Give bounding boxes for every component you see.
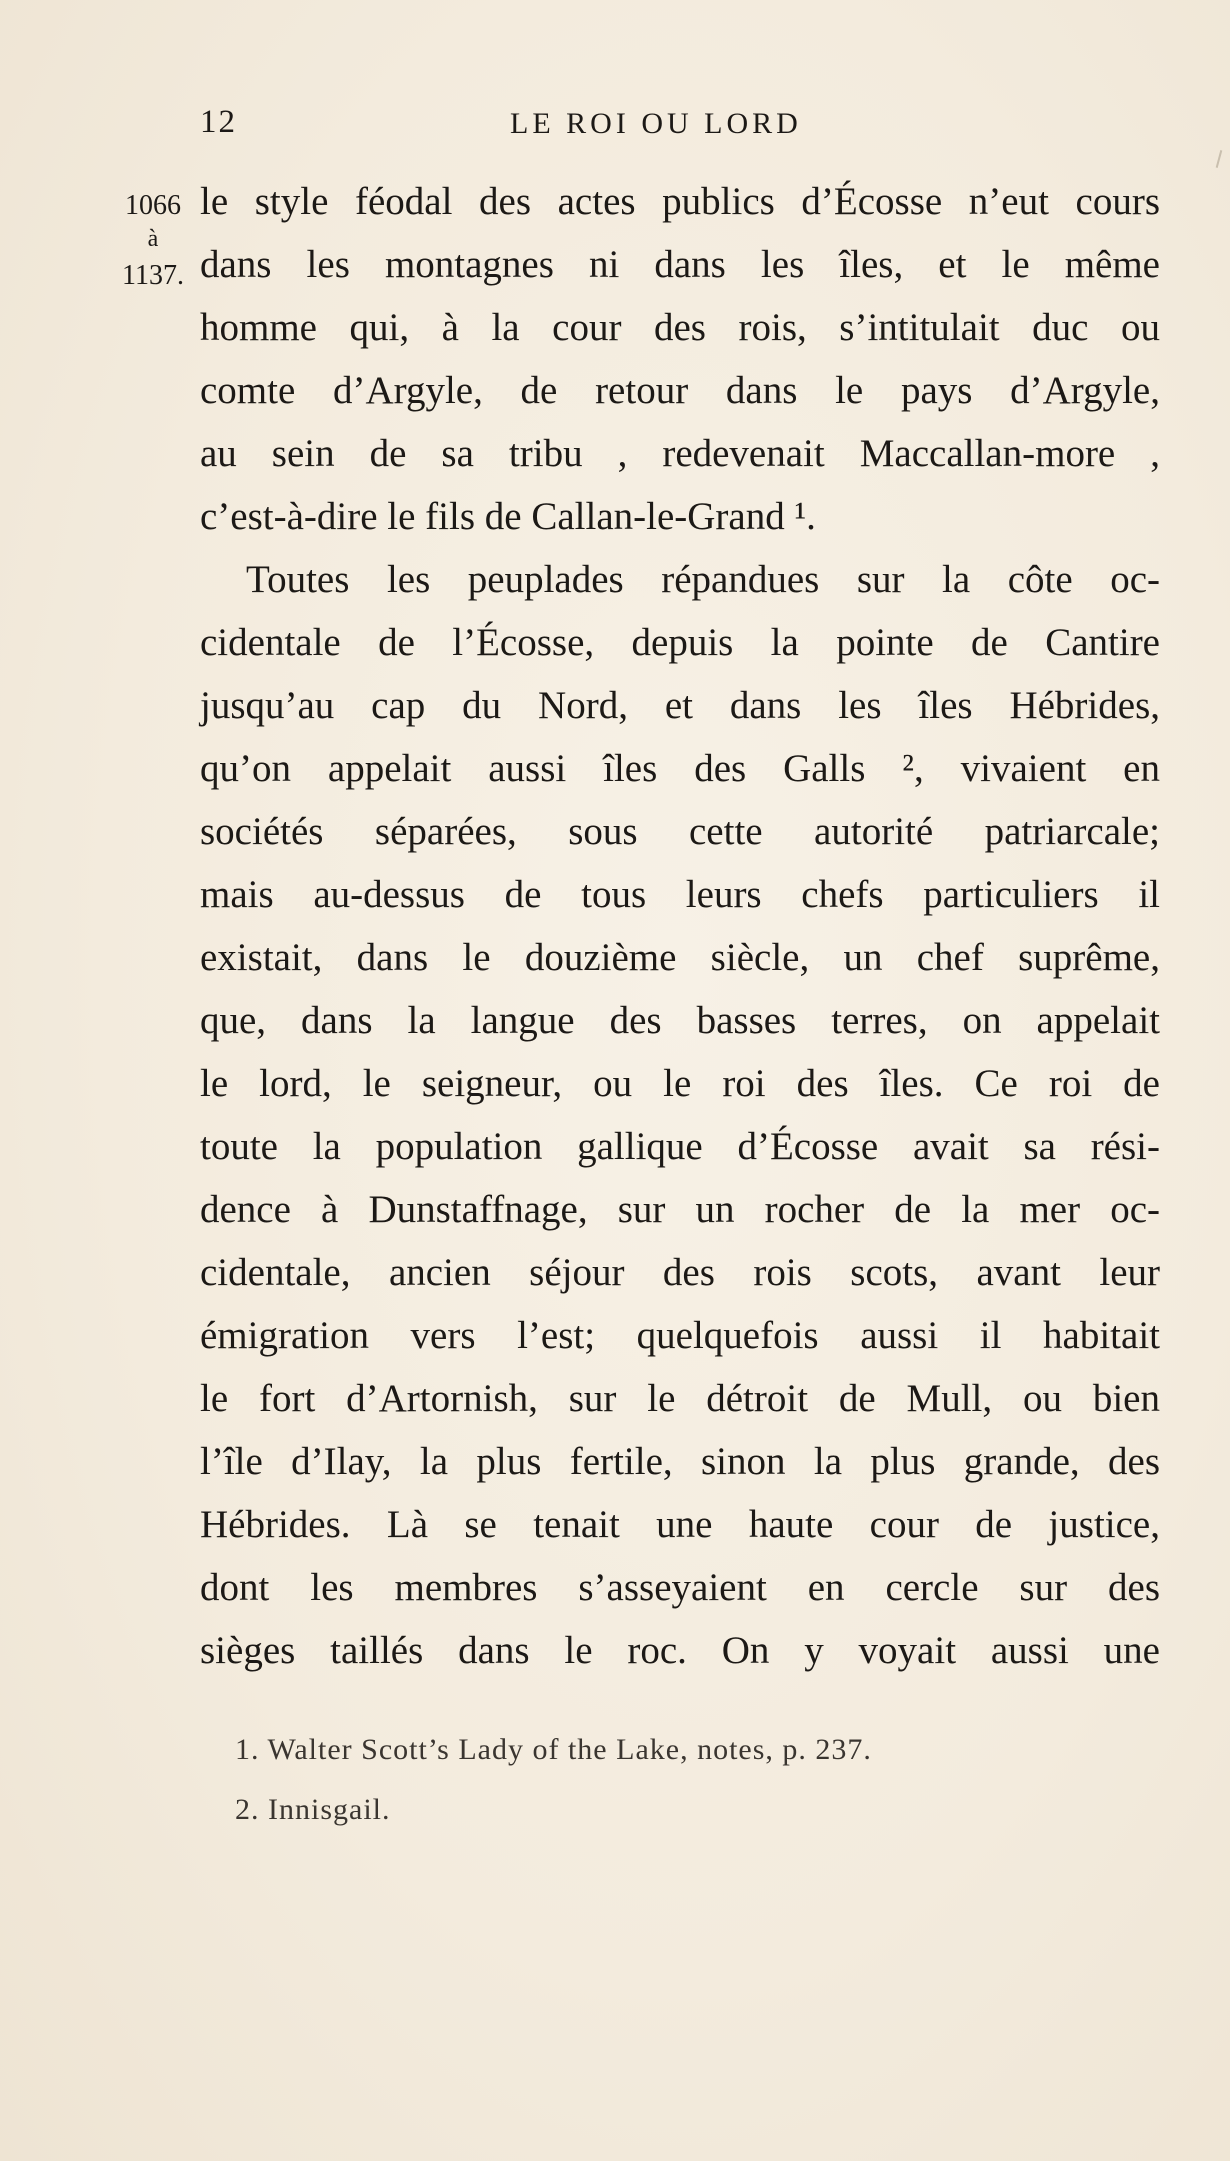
text-line: cidentale, ancien séjour des rois scots, avant leur [200,1251,1160,1294]
text-line: mais au-dessus de tous leurs chefs particuliers il [200,873,1160,916]
footnote-1: 1. Walter Scott’s Lady of the Lake, notes, p. 237. [235,1733,872,1766]
margin-connector: à [147,226,159,252]
text-line: dence à Dunstaffnage, sur un rocher de la mer oc- [200,1188,1160,1231]
text-line: cidentale de l’Écosse, depuis la pointe de Cantire [200,621,1160,664]
paper-mark [1216,150,1223,168]
text-line: que, dans la langue des basses terres, on appelait [200,999,1160,1042]
text-line: le style féodal des actes publics d’Écosse n’eut cours [200,180,1160,223]
text-line: toute la population gallique d’Écosse avait sa rési- [200,1125,1160,1168]
running-title: LE ROI OU LORD [510,107,802,140]
footnote-2: 2. Innisgail. [235,1793,391,1826]
page-number: 12 [200,104,237,140]
text-line: le lord, le seigneur, ou le roi des îles. Ce roi de [200,1062,1160,1105]
text-line: jusqu’au cap du Nord, et dans les îles Hébrides, [200,684,1160,727]
text-line: l’île d’Ilay, la plus fertile, sinon la plus grande, des [200,1440,1160,1483]
text-line: sièges taillés dans le roc. On y voyait aussi une [200,1629,1160,1672]
text-line: c’est-à-dire le fils de Callan-le-Grand ¹. [200,495,816,538]
text-line: existait, dans le douzième siècle, un chef suprême, [200,936,1160,979]
text-line: homme qui, à la cour des rois, s’intitulait duc ou [200,306,1160,349]
text-line: comte d’Argyle, de retour dans le pays d’Argyle, [200,369,1160,412]
margin-year-start: 1066 [125,190,181,221]
text-line: dans les montagnes ni dans les îles, et le même [200,243,1160,286]
margin-year-end: 1137. [122,260,184,291]
text-line: émigration vers l’est; quelquefois aussi il habitait [200,1314,1160,1357]
text-line: qu’on appelait aussi îles des Galls ², vivaient en [200,747,1160,790]
text-line: dont les membres s’asseyaient en cercle sur des [200,1566,1160,1609]
text-line: au sein de sa tribu , redevenait Maccallan-more , [200,432,1160,475]
body-text [200,170,1160,1682]
text-line: sociétés séparées, sous cette autorité patriarcale; [200,810,1160,853]
text-line: Toutes les peuplades répandues sur la côte oc- [246,558,1160,601]
text-line: le fort d’Artornish, sur le détroit de Mull, ou bien [200,1377,1160,1420]
footnotes [235,1720,1135,1840]
text-line: Hébrides. Là se tenait une haute cour de justice, [200,1503,1160,1546]
